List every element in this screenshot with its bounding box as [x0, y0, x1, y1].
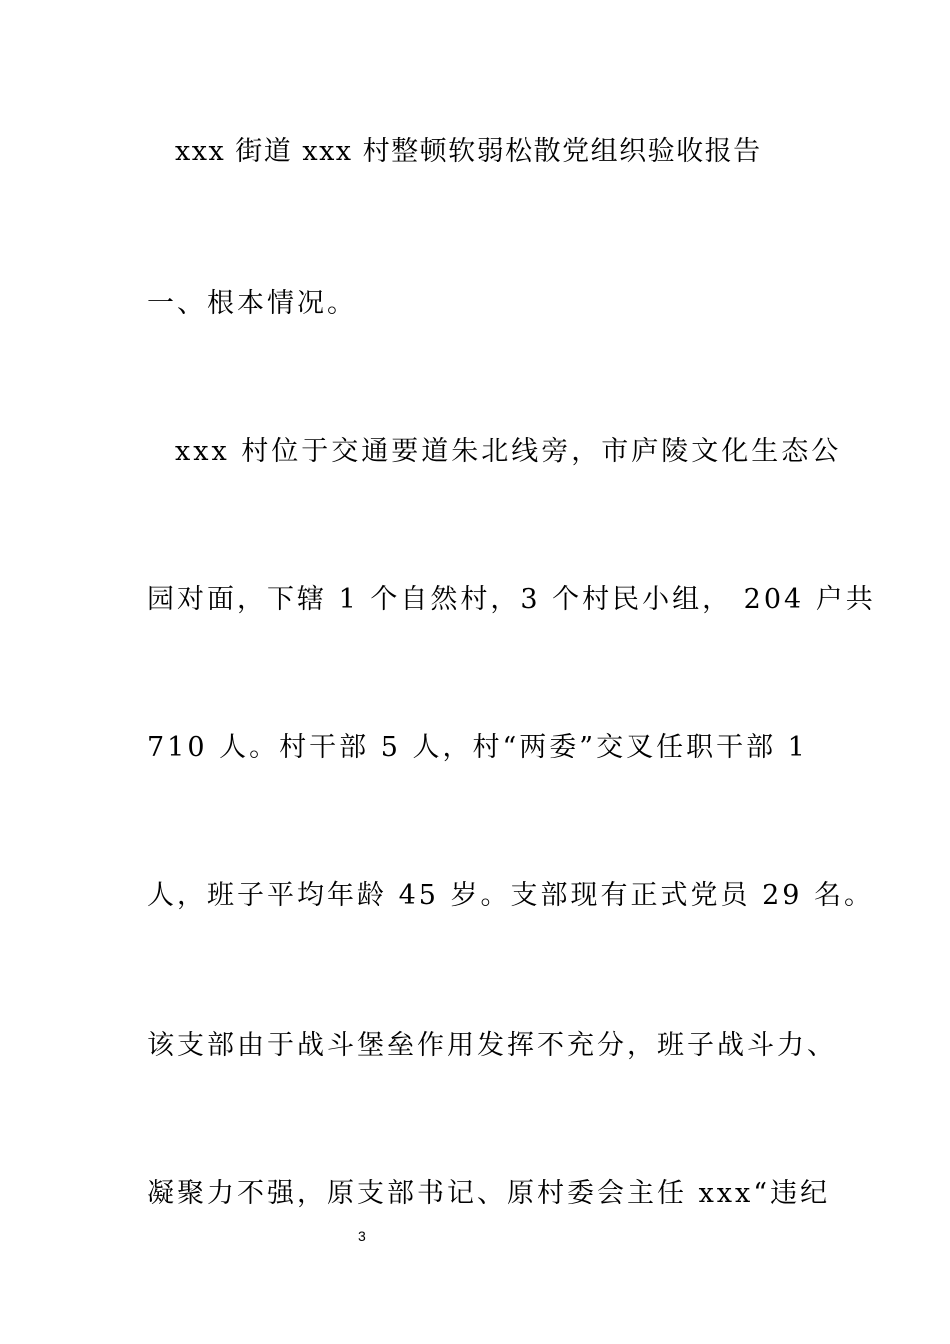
body-line: 凝聚力不强，原支部书记、原村委会主任 xxx“违纪: [147, 1178, 831, 1209]
document-title: xxx 街道 xxx 村整顿软弱松散党组织验收报告: [175, 136, 762, 167]
page-number: 3: [358, 1228, 366, 1244]
body-line: 园对面，下辖 1 个自然村，3 个村民小组， 204 户共: [147, 584, 876, 615]
body-line: 该支部由于战斗堡垒作用发挥不充分，班子战斗力、: [147, 1030, 837, 1061]
body-line: xxx 村位于交通要道朱北线旁，市庐陵文化生态公: [175, 436, 842, 467]
body-line: 710 人。村干部 5 人，村“两委”交叉任职干部 1: [147, 732, 808, 763]
section-heading: 一、根本情况。: [147, 288, 357, 319]
body-line: 人，班子平均年龄 45 岁。支部现有正式党员 29 名。: [147, 880, 875, 911]
